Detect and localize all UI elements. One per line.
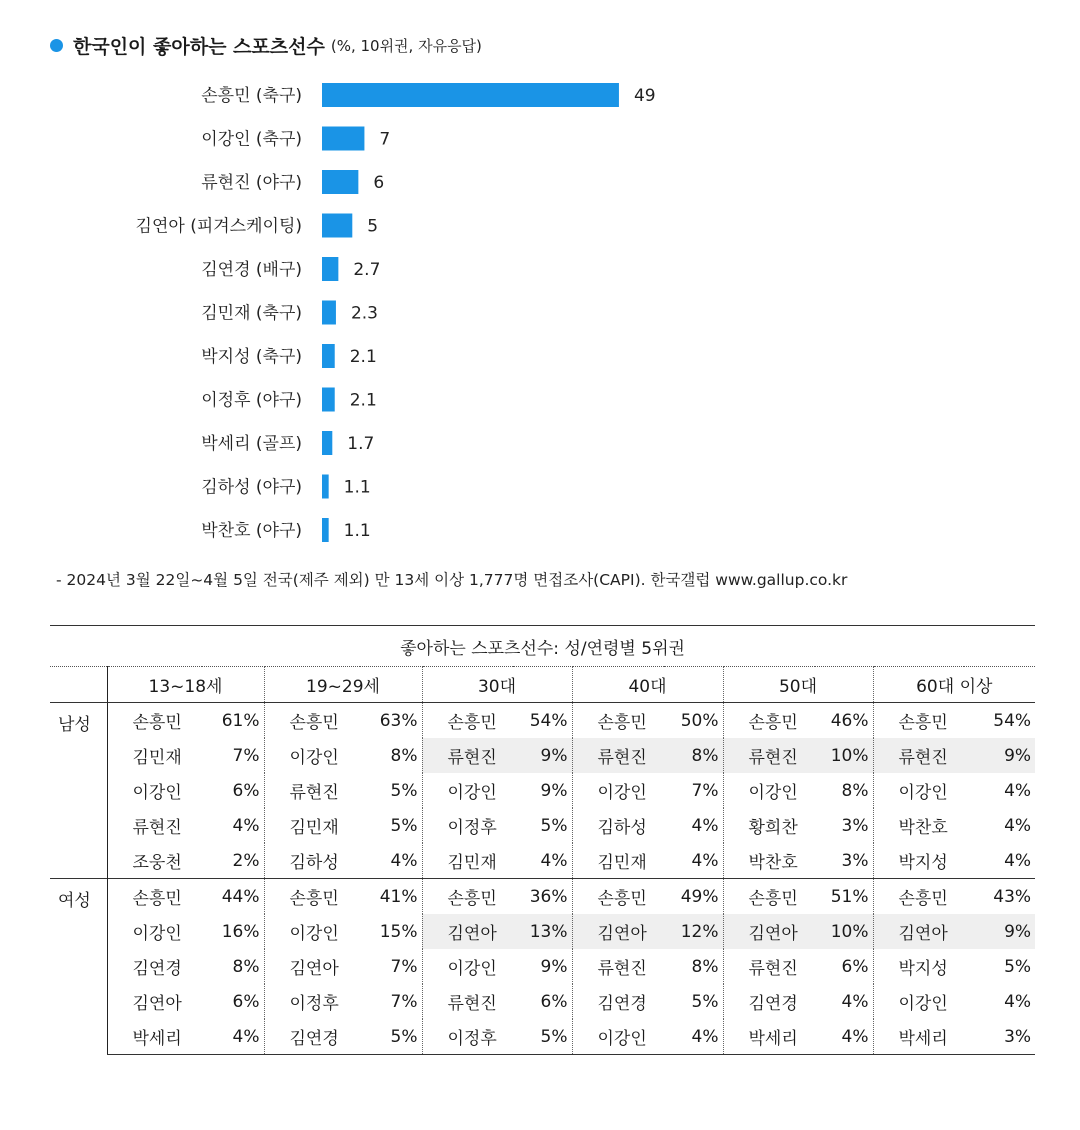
player-name: 이정후 [422, 808, 513, 843]
player-percent: 51% [815, 879, 873, 915]
player-name: 손흥민 [264, 879, 360, 915]
column-header: 60대 이상 [873, 667, 1035, 703]
player-percent: 61% [221, 710, 260, 731]
player-percent: 9% [513, 738, 572, 773]
player-percent: 4% [232, 815, 260, 836]
player-name: 김연경 [723, 984, 815, 1019]
category-label: 박찬호 (야구) [201, 521, 302, 541]
player-percent: 8% [390, 745, 418, 766]
player-name: 김연아 [264, 949, 360, 984]
chart-title: 한국인이 좋아하는 스포츠선수 [73, 35, 325, 58]
value-label: 1.1 [343, 521, 371, 541]
player-name: 손흥민 [873, 879, 964, 915]
group-label: 여성 [50, 879, 107, 1055]
player-name: 박찬호 [873, 808, 964, 843]
player-name: 류현진 [264, 773, 360, 808]
player-percent: 8% [841, 780, 869, 801]
player-name: 이강인 [873, 984, 964, 1019]
player-name: 이강인 [873, 773, 964, 808]
player-percent: 2% [232, 850, 260, 871]
bar [322, 127, 364, 151]
player-percent: 50% [680, 710, 719, 731]
value-label: 1.1 [343, 477, 371, 498]
player-name: 이강인 [422, 773, 513, 808]
player-name: 김하성 [572, 808, 664, 843]
player-percent: 44% [202, 879, 264, 915]
player-name: 김하성 [264, 843, 360, 879]
player-name: 김연아 [873, 914, 964, 949]
value-label: 7 [379, 129, 391, 150]
player-name: 김연경 [572, 984, 664, 1019]
category-label: 박세리 (골프) [201, 434, 302, 454]
player-name: 손흥민 [572, 879, 664, 915]
bar [322, 431, 332, 455]
table-row [50, 914, 1035, 949]
player-name: 이강인 [422, 949, 513, 984]
table-row [50, 808, 1035, 843]
player-name: 김연아 [723, 914, 815, 949]
player-name: 이강인 [107, 914, 202, 949]
bar [322, 214, 352, 238]
table-caption-row [50, 626, 1035, 667]
category-label: 김민재 (축구) [201, 303, 302, 324]
player-name: 김민재 [107, 738, 202, 773]
player-name: 류현진 [873, 738, 964, 773]
table-title: 좋아하는 스포츠선수: 성/연령별 5위권 [50, 626, 1035, 667]
table-row [50, 1019, 1035, 1055]
player-percent: 63% [379, 710, 418, 731]
player-percent: 4% [691, 850, 719, 871]
table-row [50, 949, 1035, 984]
survey-footnote: - 2024년 3월 22일~4월 5일 전국(제주 제외) 만 13세 이상 1,777명 면접조사(CAPI). 한국갤럽 www.gallup.co.kr [56, 571, 848, 589]
category-label: 김연아 (피겨스케이팅) [135, 216, 302, 237]
player-percent: 5% [1004, 956, 1032, 977]
player-percent: 3% [841, 850, 869, 871]
player-percent: 6% [540, 991, 568, 1012]
player-percent: 5% [540, 815, 568, 836]
player-name: 손흥민 [723, 703, 815, 739]
player-percent: 3% [841, 815, 869, 836]
player-percent: 4% [1004, 815, 1032, 836]
player-percent: 10% [815, 738, 873, 773]
player-name: 손흥민 [723, 879, 815, 915]
player-percent: 4% [1004, 991, 1032, 1012]
player-name: 김연아 [422, 914, 513, 949]
bar [322, 170, 358, 194]
header-corner [50, 667, 107, 703]
player-percent: 4% [664, 1019, 723, 1055]
player-percent: 54% [529, 710, 568, 731]
value-label: 2.7 [353, 260, 381, 280]
group-label: 남성 [58, 715, 91, 735]
table-row [50, 843, 1035, 879]
bar [322, 388, 335, 412]
player-percent: 9% [540, 956, 568, 977]
bar [322, 83, 619, 107]
bar [322, 301, 336, 325]
player-name: 이강인 [572, 1019, 664, 1055]
player-percent: 49% [664, 879, 723, 915]
table-row [50, 738, 1035, 773]
chart-title-row [50, 30, 482, 60]
category-label: 이강인 (축구) [201, 129, 302, 150]
player-name: 류현진 [422, 984, 513, 1019]
sports-star-table [50, 625, 1035, 1055]
player-name: 류현진 [572, 738, 664, 773]
player-name: 류현진 [422, 738, 513, 773]
player-percent: 4% [1004, 780, 1032, 801]
player-percent: 6% [841, 956, 869, 977]
value-label: 2.3 [350, 303, 378, 324]
category-label: 손흥민 (축구) [201, 86, 302, 106]
player-name: 이정후 [264, 984, 360, 1019]
value-label: 5 [367, 216, 379, 237]
player-name: 손흥민 [422, 703, 513, 739]
player-percent: 4% [390, 850, 418, 871]
player-percent: 8% [232, 956, 260, 977]
player-name: 이강인 [572, 773, 664, 808]
bar [322, 475, 329, 499]
player-percent: 5% [691, 991, 719, 1012]
value-label: 6 [373, 173, 385, 193]
category-label: 김하성 (야구) [201, 477, 302, 498]
value-label: 2.1 [349, 347, 377, 367]
category-label: 김연경 (배구) [201, 260, 302, 280]
table-row [50, 773, 1035, 808]
player-percent: 36% [513, 879, 572, 915]
player-percent: 4% [1004, 850, 1032, 871]
player-percent: 5% [390, 815, 418, 836]
player-name: 류현진 [107, 808, 202, 843]
player-name: 박세리 [873, 1019, 964, 1055]
player-percent: 7% [691, 780, 719, 801]
player-percent: 7% [390, 956, 418, 977]
player-name: 박찬호 [723, 843, 815, 879]
bar-chart [0, 70, 1080, 560]
table-row [50, 984, 1035, 1019]
player-percent: 9% [540, 780, 568, 801]
player-name: 류현진 [723, 949, 815, 984]
player-percent: 3% [964, 1019, 1035, 1055]
player-name: 손흥민 [107, 703, 202, 739]
value-label: 49 [633, 86, 656, 106]
player-name: 박지성 [873, 843, 964, 879]
player-percent: 8% [691, 956, 719, 977]
player-name: 이강인 [723, 773, 815, 808]
player-name: 김연아 [107, 984, 202, 1019]
player-percent: 6% [232, 780, 260, 801]
player-percent: 7% [232, 745, 260, 766]
bullet-dot-icon [50, 39, 63, 52]
table-row [50, 879, 1035, 915]
player-percent: 8% [664, 738, 723, 773]
table-header-row [50, 667, 1035, 703]
player-name: 손흥민 [572, 703, 664, 739]
player-percent: 6% [232, 991, 260, 1012]
player-percent: 9% [964, 738, 1035, 773]
category-label: 이정후 (야구) [201, 390, 302, 411]
column-header: 50대 [723, 667, 873, 703]
column-header: 13~18세 [107, 667, 264, 703]
player-name: 손흥민 [873, 703, 964, 739]
category-label: 류현진 (야구) [201, 173, 302, 193]
category-label: 박지성 (축구) [201, 347, 302, 367]
player-name: 류현진 [572, 949, 664, 984]
player-name: 김민재 [264, 808, 360, 843]
player-percent: 43% [964, 879, 1035, 915]
bar [322, 518, 329, 542]
column-header: 40대 [572, 667, 723, 703]
player-name: 김연경 [107, 949, 202, 984]
player-name: 김민재 [572, 843, 664, 879]
player-name: 이강인 [264, 914, 360, 949]
player-percent: 7% [390, 991, 418, 1012]
player-name: 박지성 [873, 949, 964, 984]
player-name: 박세리 [723, 1019, 815, 1055]
player-percent: 5% [390, 780, 418, 801]
player-percent: 9% [964, 914, 1035, 949]
player-percent: 4% [815, 1019, 873, 1055]
player-percent: 4% [841, 991, 869, 1012]
player-percent: 5% [360, 1019, 422, 1055]
table-row [50, 703, 1035, 739]
player-name: 이강인 [264, 738, 360, 773]
player-percent: 4% [691, 815, 719, 836]
value-label: 2.1 [349, 390, 377, 411]
player-percent: 15% [379, 921, 418, 942]
column-header: 19~29세 [264, 667, 422, 703]
player-name: 손흥민 [264, 703, 360, 739]
player-name: 손흥민 [107, 879, 202, 915]
column-header: 30대 [422, 667, 572, 703]
bar [322, 344, 335, 368]
player-percent: 46% [830, 710, 869, 731]
player-name: 김연경 [264, 1019, 360, 1055]
player-percent: 54% [993, 710, 1032, 731]
player-name: 김연아 [572, 914, 664, 949]
player-percent: 16% [221, 921, 260, 942]
value-label: 1.7 [347, 434, 375, 454]
player-percent: 10% [815, 914, 873, 949]
player-percent: 5% [513, 1019, 572, 1055]
player-percent: 12% [664, 914, 723, 949]
player-percent: 41% [360, 879, 422, 915]
player-name: 박세리 [107, 1019, 202, 1055]
player-percent: 4% [540, 850, 568, 871]
bar [322, 257, 338, 281]
player-name: 손흥민 [422, 879, 513, 915]
chart-title-note: (%, 10위권, 자유응답) [330, 36, 482, 55]
player-name: 황희찬 [723, 808, 815, 843]
player-name: 이강인 [107, 773, 202, 808]
player-percent: 13% [513, 914, 572, 949]
player-name: 김민재 [422, 843, 513, 879]
player-name: 이정후 [422, 1019, 513, 1055]
player-name: 조웅천 [107, 843, 202, 879]
player-percent: 4% [202, 1019, 264, 1055]
player-name: 류현진 [723, 738, 815, 773]
